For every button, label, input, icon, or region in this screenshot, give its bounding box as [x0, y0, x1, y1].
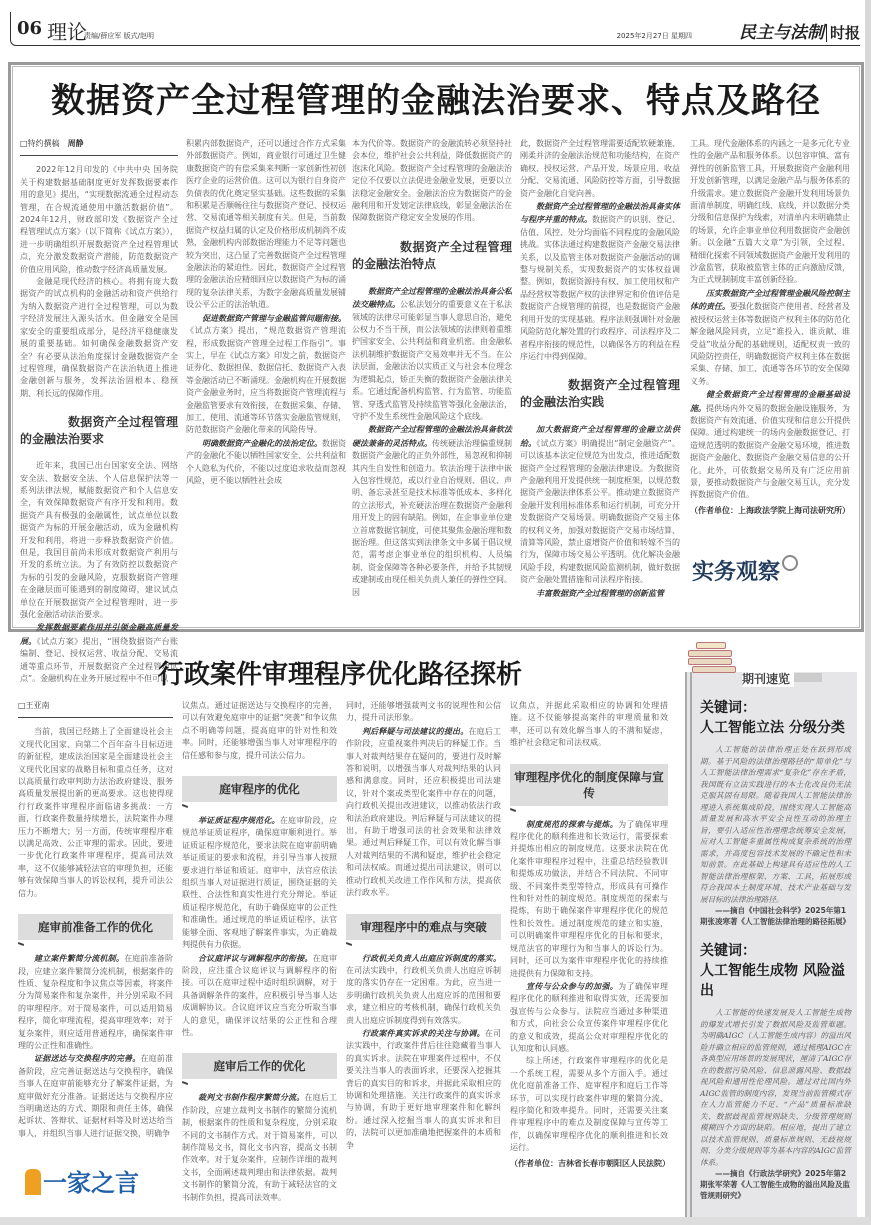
paragraph — [520, 423, 680, 586]
paragraph-lead: 证据送达与交换程序的完善。 — [34, 1053, 141, 1064]
digest-item — [692, 698, 857, 927]
masthead-logo — [739, 18, 860, 43]
digest-summary: 人工智能的快速发展及人工智能生成物的爆发式增长引发了数据风险及监管难题。为明确AIGC（人工智能生成内容）的溢出风险并确立相应的监管规则，通过梳理AIGC在各典型应用场景的发展现状，厘清了AIGC存在的数据污染风险、信息泄露风险、数据歧视风险和通用性伦理风险。通过对比国内外AIGC监管的制度内容，发现当前监管模式存在人力监管能力不足、“产品”质量标准缺失、数据歧视监管规则缺失、分级管理规则模糊四个方面的缺陷。相应地，提出了建立以技术监管规则、质量标准规则、无歧视规则、分类分级规则等为基本内容的AIGC监管体系。 — [700, 1008, 851, 1167]
paragraph — [18, 952, 173, 1052]
paragraph — [182, 814, 337, 951]
article-column — [346, 700, 501, 1215]
keyword: 人工智能立法 分级分类 — [700, 720, 845, 736]
paragraph — [510, 818, 668, 980]
paragraph-lead: 举证质证程序规范化。 — [198, 815, 280, 826]
paragraph-lead: 行政机关负责人出庭应诉制度的落实。 — [362, 952, 501, 963]
paragraph — [186, 437, 346, 488]
page-bottom-edge — [0, 1217, 871, 1225]
article-column — [182, 700, 337, 1215]
keyword-label: 关键词： — [700, 943, 756, 959]
paragraph-lead: 数据资产全过程管理的金融法治具备实体与程序并重的特点。 — [520, 201, 680, 225]
issue-date: 2025年2月27日 星期四 — [616, 32, 692, 40]
paragraph — [182, 952, 337, 1040]
paragraph: 议焦点，并据此采取相应的协调和处理措施。这不仅能够提高案件的审理质量和效率，还可以有效化解当事人的不满和疑虑，维护社会稳定和司法权威。 — [510, 701, 668, 748]
byline — [18, 700, 173, 718]
byline — [20, 138, 178, 156]
byline-tag: □特约撰稿 — [20, 139, 60, 148]
paragraph: 金融是现代经济的核心。将拥有庞大数据资产的试点机构的金融活动和资产供给行为纳入数据资产进行全过程管理，可以为数字经济发展注入源头活水。但金融安全是国家安全的重要组成部分，是经济平稳健康发展的重要基础。如何确保金融数据资产安全？有必要从法治角度探讨金融数据资产全过程管理，确保数据资产在法治轨道上推进金融创新与服务，发挥法治固根本、稳预期、利长远的保障作用。 — [20, 277, 178, 398]
paragraph: 近年来，我国已出台国家安全法、网络安全法、数据安全法、个人信息保护法等一系列法律法规，赋能数据资产和个人信息安全，有效保障数据资产有序开发和利用。数据资产具有极强的金融属性，试点单位以数据资产为标的开展金融活动，成为金融机构开发和利用，将进一步释放数据资产价值。但是，我国目前尚未形成对数据资产利用与开发的系统立法。为了有效防控以数据资产为标的引发的金融风险，克服数据资产管理在金融层面可能遇到的制度障碍，建议试点单位在开展数据资产全过程管理时，进一步强化金融活动法治要求。 — [20, 461, 178, 619]
paragraph-text: 在司法实践中，行政机关负责人出庭应诉制度的落实仍存在一定困难。为此，应当进一步明确行政机关负责人出庭应诉的范围和要求，建立相应的考核机制，确保行政机关负责人出庭应诉制度得到有效落实。 — [346, 965, 501, 1025]
journal-digest-label: 期刊速览 — [742, 670, 794, 687]
paragraph-text: 《试点方案》明确提出“制定金融资产”。可以该基本法定位规范为出发点，推进适配数据资产全过程管理的金融法律建设。为数据资产金融利用开发提供统一制度框架，以规范数据资产金融法律体系公平。推动建立数据资产金融开发利用标准体系和运行机制，可充分开发数据资产交易场景。明确数据资产交易主体的权利义务，加强对数据资产交易市场结算、清算等风险，禁止虚增资产价值和转嫁不当的行为，保障市场交易公平透明。优化解决金融风险手段，构建数据风险监测机制，做好数据资产金融处置措施和司法程序衔接。 — [520, 438, 680, 585]
paragraph — [18, 1052, 173, 1140]
paragraph-lead: 合议庭评议与调解程序的衔接。 — [198, 952, 313, 963]
author-affiliation: （作者单位：上海政法学院上海司法研究所） — [690, 505, 850, 515]
paragraph-lead: 明确数据资产金融化的法治定位。 — [202, 437, 322, 448]
paragraph-text: 在庭前准备阶段，应建立案件繁简分流机制，根据案件的性质、复杂程度和争议焦点等因素，将案件分为简易案件和复杂案件，并分别采取不同的审理程序。对于简易案件，可以适用简易程序，简化审理流程，提高审理效率；对于复杂案件，则应适用普通程序，确保案件审理的公正性和准确性。 — [18, 954, 173, 1050]
paragraph-lead: 裁判文书制作程序繁简分流。 — [198, 1092, 305, 1103]
paragraph-text: 提供场内外交易的数据金融设施服务，为数据资产有效流通、价值实现和信息公开提供保障。通过构建统一的场内金融数据登记、打造规范透明的数据资产金融交易环境，推进数据资产金融化、数据资产金融交易信息的公开化。此外，可依数据交易所及有广泛应用前景，要推动数据资产与金融交易互认，充分发挥数据资产价值。 — [690, 403, 850, 500]
keyword-label: 关键词： — [700, 700, 756, 716]
paragraph — [182, 1091, 337, 1204]
section-heading: 数据资产全过程管理的金融法治实践 — [520, 378, 680, 410]
page-edge — [865, 0, 871, 1225]
journal-digest-sidebar — [685, 672, 857, 1217]
paragraph: 当前，我国已经踏上了全面建设社会主义现代化国家、向第二个百年奋斗目标迈进的新征程，建成法治国家是全面建设社会主义现代化国家的战略目标和重点任务，这对以高质量行政审判助力法治政府建设、服务高质量发展提出新的更高要求。这也使得现行行政案件审理程序面临诸多挑战：一方面，行政案件数量持续增长，法院案件办理压力不断增大；另一方面，传统审理程序难以满足高效、公正审理的需求。因此，要进一步优化行政案件审理程序，提高司法效率，这不仅能够减轻法官的审理负担，还能够有效保障当事人的诉讼权利，提升司法公信力。 — [18, 727, 173, 898]
paragraph-lead: 判后释疑与司法建议的提出。 — [362, 725, 469, 736]
books-icon — [688, 640, 738, 680]
article-column — [18, 700, 173, 1155]
article-column — [352, 138, 512, 626]
page-header — [10, 12, 860, 46]
paragraph-text: 要强化数据资产使用者、经营者及被授权运营主体等数据资产权利主体的防范化解金融风险同责，立足“谁投入、谁贡献、谁受益”收益分配的基础规则，适配权责一致的风险防控责任，明确数据资产权利主体在数据采集、存储、加工、流通等各环节的安全保障义务。 — [690, 302, 850, 386]
section-heading: 庭审程序的优化 — [182, 776, 337, 802]
paragraph — [690, 388, 850, 502]
paragraph-lead: 发挥数据要素作用并引领金融高质量发展。 — [20, 622, 178, 646]
paragraph-text: 《试点方案》提出，“围绕数据资产台账编制、登记、授权运营、收益分配、交易流通等重点环节，开展数据资产全过程管理试点”。金融机构在业务开展过程中不但可以 — [20, 636, 178, 684]
bottom-article-title: 行政案件审理程序优化路径探析 — [157, 660, 522, 690]
paragraph-lead: 数据资产全过程管理的金融法治具备公私法交融特点。 — [352, 285, 512, 310]
paragraph-text: 数据资产的识别、登记、估值、风控、处分均面临不同程度的金融风险挑战。实体法通过构建数据资产金融交易法律关系，以及监管主体对数据资产金融活动的调整与规制关系，实现数据资产的实体权益调整。例如，数据资源持有权、加工使用权和产品经营权等数据产权的法律界定和价值评估是数据资产合规管理的前提，也是数据资产金融利用开发的实现基础。程序法则强调针对金融风险防范化解处置的行政程序、司法程序及二者程序衔接的规范性，以确保各方的利益在程序运行中得到保障。 — [520, 215, 680, 361]
article-column — [20, 138, 178, 684]
section-heading: 审理程序优化的制度保障与宣传 — [510, 764, 668, 806]
paragraph-lead: 行政案件真实诉求的关注与协调。 — [362, 1027, 485, 1038]
digest-source: ——摘自《行政法学研究》2025年第2期张军荣著《人工智能生成物的溢出风险及监管规则研究》 — [700, 1169, 850, 1200]
paragraph: 工具。现代金融体系的内涵之一是多元化专业性的金融产品和服务体系。以包容审慎、富有弹性的创新监管工具，开展数据资产金融利用开发创新管理，以满足金融产品与服务体系的升级需求。建立数据资产金融开发利用场景负面清单制度，明确红线、底线，并以数据分类分级和信息保护为线索，对清单内未明确禁止的场景，允许企事业单位利用数据资产金融创新。以金融“五篇大文章”为引领，全过程、精细化探索不同领域数据资产金融开发利用的沙盒监管，获取被监管主体的正向激励反馈，为正式规制制度丰富创新经验。 — [690, 139, 850, 285]
article-column — [520, 138, 680, 598]
paragraph — [186, 312, 346, 437]
paragraph: 积累内部数据资产，还可以通过合作方式采集外部数据资产。例如，商业银行可通过卫生健康数据资产的有偿采集来判断一家创新性初创医疗企业的运营价值。这可以为银行自身资产负债表的优化奠定坚实基础。这些数据的采集和积累是否顺畅往往与数据资产登记、授权运营、交易流通等相关制度有关。但是，当前数据资产权益归属的认定及价格形成机制尚不成熟，金融机构内部数据治理能力不足等问题也较为突出，这凸显了完善数据资产全过程管理金融法治的紧迫性。因此，数据资产全过程管理的金融法治应精细回应以数据资产为标的涌现的复杂法律关系，为数字金融高质量发展铺设公平公正的法治轨道。 — [186, 139, 346, 310]
paragraph-text: 传统硬法治理偏重规制数据资产金融化的正负外部性，易忽视和抑制其内生自发性和创造力。软法治理于法律中嵌入包容性规范，或以行业自治规则、倡议、声明、备忘录甚至是技术标准等低成本、多样化的立法形式，补充硬法治理在数据资产金融利用开发上的固有缺陷。例如，在企事业单位建立首席数据官制度，可使其聚焦金融治理和数据治理。但这落实到法律条文中多属于倡议规范，需考虑企事业单位的组织机构、人员编制、资金保障等各种必要条件，并给予其韧规或建制或由现任相关负责人兼任的弹性空间。因 — [352, 438, 512, 597]
section-heading: 数据资产全过程管理的金融法治要求 — [20, 415, 178, 447]
article-column — [186, 138, 346, 626]
paragraph-lead: 压实数据资产全过程管理金融风险控制主体的责任。 — [690, 287, 850, 312]
paragraph-lead: 建立案件繁简分流机制。 — [34, 953, 125, 964]
keyword: 人工智能生成物 风险溢出 — [700, 963, 845, 999]
paragraph: 本为代价等。数据资产的金融流转必须坚持社会本位，维护社会公共利益，降低数据资产的泡沫化风险。数据资产全过程管理的金融法治定位不仅要以立法促进金融业发展，更要以立法稳定金融安全。金融法治应为数据资产的金融利用和开发划定法律底线，彰显金融法治在保障数据资产稳定安全发展的作用。 — [352, 139, 512, 223]
practice-logo-text: 实务观察 — [692, 560, 781, 585]
byline-tag: □王亚南 — [18, 701, 50, 710]
paragraph — [352, 423, 512, 599]
paragraph-text: 为了确保审理程序优化的顺利推进和长效运行，需要探索并提炼出相应的制度规范。这要求法院在优化案件审理程序过程中，注重总结经验教训和提炼成功做法，并结合不同法院、不同审级、不同案件类型等特点，形成具有可操作性和针对性的制度规范。制度规范的探索与提炼，有助于确保案件审理程序优化的规范性和长效性。通过制度规范的建立和实施，可以明确案件审理程序优化的目标和要求，规范法官的审理行为和当事人的诉讼行为。同时，还可以为案件审理程序优化的持续推进提供有力保障和支持。 — [510, 819, 668, 978]
paragraph — [346, 1027, 501, 1152]
paragraph: 综上所述，行政案件审理程序的优化是一个系统工程，需要从多个方面入手。通过优化庭前准备工作、庭审程序和庭后工作等环节，可以实现行政案件审理的繁简分流、程序简化和效率提升。同时，还需要关注案件审理程序中的难点及制度保障与宣传等工作，以确保审理程序优化的顺利推进和长效运行。 — [510, 1056, 668, 1153]
section-heading: 庭审后工作的优化 — [182, 1053, 337, 1079]
masthead-name: 民主与法制 — [738, 23, 824, 43]
paragraph-text: 在庭后工作阶段，应重视案件判决后的释疑工作。当事人对裁判结果存在疑问的，要进行及时解答和说明，以增强当事人对裁判结果的认同感和满意度。同时，还应积极提出司法建议，针对个案或类型化案件中存在的问题，向行政机关提出改进建议，以推动依法行政和法治政府建设。判后释疑与司法建议的提出，有助于增强司法的社会效果和法律效果。通过判后释疑工作，可以有效化解当事人对裁判结果的不满和疑虑，维护社会稳定和司法权威。而通过提出司法建议，则可以推动行政机关改进工作作风和方法，提高依法行政水平。 — [346, 726, 501, 898]
paragraph-text: 在庭前准备阶段，应完善证据送达与交换程序，确保当事人在庭审前能够充分了解案件证据，为庭审做好充分准备。证据送达与交换程序应当明确送达的方式、期限和责任主体，确保起诉状、答辩状、证据材料等及时送达给当事人，并组织当事人进行证据交换，明确争 — [18, 1054, 173, 1138]
paragraph-text: 数据资产的金融化不能以牺牲国家安全、公共利益和个人隐私为代价，不能以过度追求收益而忽视风险，更不能以牺牲社会成 — [186, 438, 346, 485]
paragraph: 此，数据资产全过程管理需要适配软硬兼施、刚柔并济的金融法治规范和功能结构，在资产确权、授权运营、产品开发、场景应用、收益分配、交易流通、风险防控等方面，引导数据资产金融化自觉向善。 — [520, 139, 680, 198]
paragraph-text: 为了确保审理程序优化的顺利推进和取得实效，还需要加强宣传与公众参与。法院应当通过多种渠道和方式，向社会公众宣传案件审理程序优化的意义和成效，提高公众对审理程序优化的认知度和认同感。 — [510, 981, 668, 1053]
paragraph-lead: 制度规范的探索与提炼。 — [526, 818, 619, 829]
top-article-title: 数据资产全过程管理的金融法治要求、特点及路径 — [51, 81, 821, 121]
paragraph-text: 在庭后工作阶段，应建立裁判文书制作的繁简分流机制，根据案件的性质和复杂程度，分别采取不同的文书制作方式。对于简易案件，可以制作简易文书，简化文书内容，提高文书制作效率。对于复杂案件，应制作详细的裁判文书，全面阐述裁判理由和法律依据。裁判文书制作的繁简分流，有助于减轻法官的文书制作负担，提高司法效率。 — [182, 1093, 337, 1202]
paragraph-text: 在庭审阶段，应规范举证质证程序，确保庭审顺利进行。举证质证程序规范化，要求法院在庭审前明确举证质证的要求和流程，并引导当事人按照要求进行举证和质证。庭审中，法官应依法组织当事人对证据进行质证，围绕证据的关联性、合法性和真实性进行充分辩论。举证质证程序规范化，有助于确保庭审的公正性和准确性。通过规范的举证质证程序，法官能够全面、客观地了解案件事实，为正确裁判提供有力依据。 — [182, 816, 337, 950]
magnifier-icon — [782, 555, 798, 571]
paragraph — [346, 952, 501, 1027]
page-number: 06 — [17, 18, 43, 39]
article-column — [510, 700, 668, 1215]
paragraph-text: 公私法划分的重要意义在于私法领域的法律尽可能彰显当事人意思自治，避免公权力不当干预，而公法领域的法律则着重维护国家安全、公共利益和商业机密。由金融私法机制维护数据资产交易效率并无不当。在公法层面，金融法治以实质正义与社会本位理念为逻辑起点，矫正失衡的数据资产金融法律关系。它通过配备机构监管、行为监管、功能监管、穿透式监管及持续监管等强化金融法治，守护不发生系统性金融风险这个底线。 — [352, 300, 512, 421]
article-column — [690, 138, 850, 538]
digest-source: ——摘自《中国社会科学》2025年第1期张凌寒著《人工智能法律治理的路径拓展》 — [700, 906, 850, 926]
paragraph-text: 在司法实践中，行政案件背后往往隐藏着当事人的真实诉求。法院在审理案件过程中，不仅要关注当事人的表面诉求，还要深入挖掘其背后的真实目的和诉求，并据此采取相应的协调和处理措施。关注行政案件的真实诉求与协调，有助于更好地审理案件和化解纠纷。通过深入挖掘当事人的真实诉求和目的，法院可以更加准确地把握案件的本质和争 — [346, 1028, 501, 1150]
paragraph-text: 在庭审阶段，应注重合议庭评议与调解程序的衔接。可以在庭审过程中适时组织调解，对于具备调解条件的案件，应积极引导当事人达成调解协议。合议庭评议应当充分听取当事人的意见，确保评议结果的公正性和合理性。 — [182, 953, 337, 1037]
paragraph — [520, 587, 680, 600]
section-heading: 数据资产全过程管理的金融法治特点 — [352, 239, 512, 271]
paragraph-lead: 数据资产全过程管理的金融法治具备软法硬法兼备的灵活特点。 — [352, 424, 512, 448]
author-affiliation: （作者单位：吉林省长春市朝阳区人民法院） — [510, 1158, 670, 1168]
paragraph-lead: 宣传与公众参与的加强。 — [526, 980, 619, 991]
masthead-suffix: 时报 — [826, 24, 860, 42]
section-heading: 审理程序中的难点与突破 — [346, 914, 501, 940]
paragraph: 同时，还能够增强裁判文书的说理性和公信力，提升司法形象。 — [346, 701, 501, 723]
practice-observation-logo — [692, 555, 798, 586]
author-name: 周静 — [67, 139, 84, 148]
opinion-logo-text: 一家之言 — [43, 1169, 139, 1197]
paragraph — [346, 725, 501, 900]
digest-item — [692, 941, 857, 1201]
paragraph: 2022年12月印发的《中共中央 国务院关于构建数据基础制度更好发挥数据要素作用的意见》提出，“实现数据流通全过程动态管理，在合规流通使用中激活数据价值”。2024年12月，财政部印发《数据资产全过程管理试点方案》（以下简称《试点方案》），进一步明确组织开展数据资产全过程管理试点，充分激发数据资产潜能，防范数据资产价值应用风险，推动数字经济高质量发展。 — [20, 165, 178, 274]
paragraph — [510, 980, 668, 1055]
paragraph-lead: 丰富数据资产全过程管理的创新监管 — [536, 587, 664, 598]
digest-summary: 人工智能的法律治理正处在跃到形成期。基于风险的法律治理路径的“简单化”与人工智能法律治理需求“复杂化”存在矛盾，我国既有立法实践进行的本土化改良仍无法克服其固有局限。随着我国人工智能法律治理进入系统集成阶段，围绕实现人工智能高质量发展和高水平安全良性互动的治理主旨，要引入适应性治理理念统筹安全发展，应对人工智能多重属性构成复杂系统的治理需求，并高度包容技术发展的不确定性和未知前景。在此基础上构建具有适应性的人工智能法律治理框架、方案、工具，拓展形成符合我国本土制度环境、技术产业基础与发展目标的法律治理路径。 — [700, 745, 851, 904]
figure-icon — [25, 1169, 41, 1195]
paragraph — [520, 200, 680, 363]
section-name: 理论 — [47, 20, 87, 44]
section-heading: 庭审前准备工作的优化 — [18, 914, 173, 940]
paragraph-lead: 健全数据资产全过程管理的金融基础设施。 — [690, 389, 850, 413]
paragraph — [690, 287, 850, 388]
paragraph-lead: 加大数据资产全过程管理的金融立法供给。 — [520, 424, 680, 448]
paragraph — [352, 285, 512, 423]
paragraph: 议焦点。通过证据送达与交换程序的完善，可以有效避免庭审中的证据“突袭”和争议焦点不明确等问题，提高庭审的针对性和效率。同时，还能够增强当事人对审理程序的信任感和参与度，提升司法公信力。 — [182, 701, 337, 760]
paragraph-text: 《试点方案》提出，“规范数据资产管理流程，形成数据资产管理全过程工作指引”。事实上，早在《试点方案》印发之前，数据资产证券化、数据担保、数据信托、数据资产入表等金融活动已不断涌现。金融机构在开展数据资产金融业务时，应当将数据资产管理流程与金融监管要求有效衔接，在数据采集、存储、加工、使用、流通等环节落实金融监管规则，防范数据资产金融化带来的风险传导。 — [186, 326, 346, 435]
editors: 责编/薛应军 版式/赵明 — [84, 32, 154, 40]
paragraph-lead: 促进数据资产管理与金融监管问题衔接。 — [202, 312, 346, 323]
opinion-column-logo — [25, 1163, 139, 1198]
